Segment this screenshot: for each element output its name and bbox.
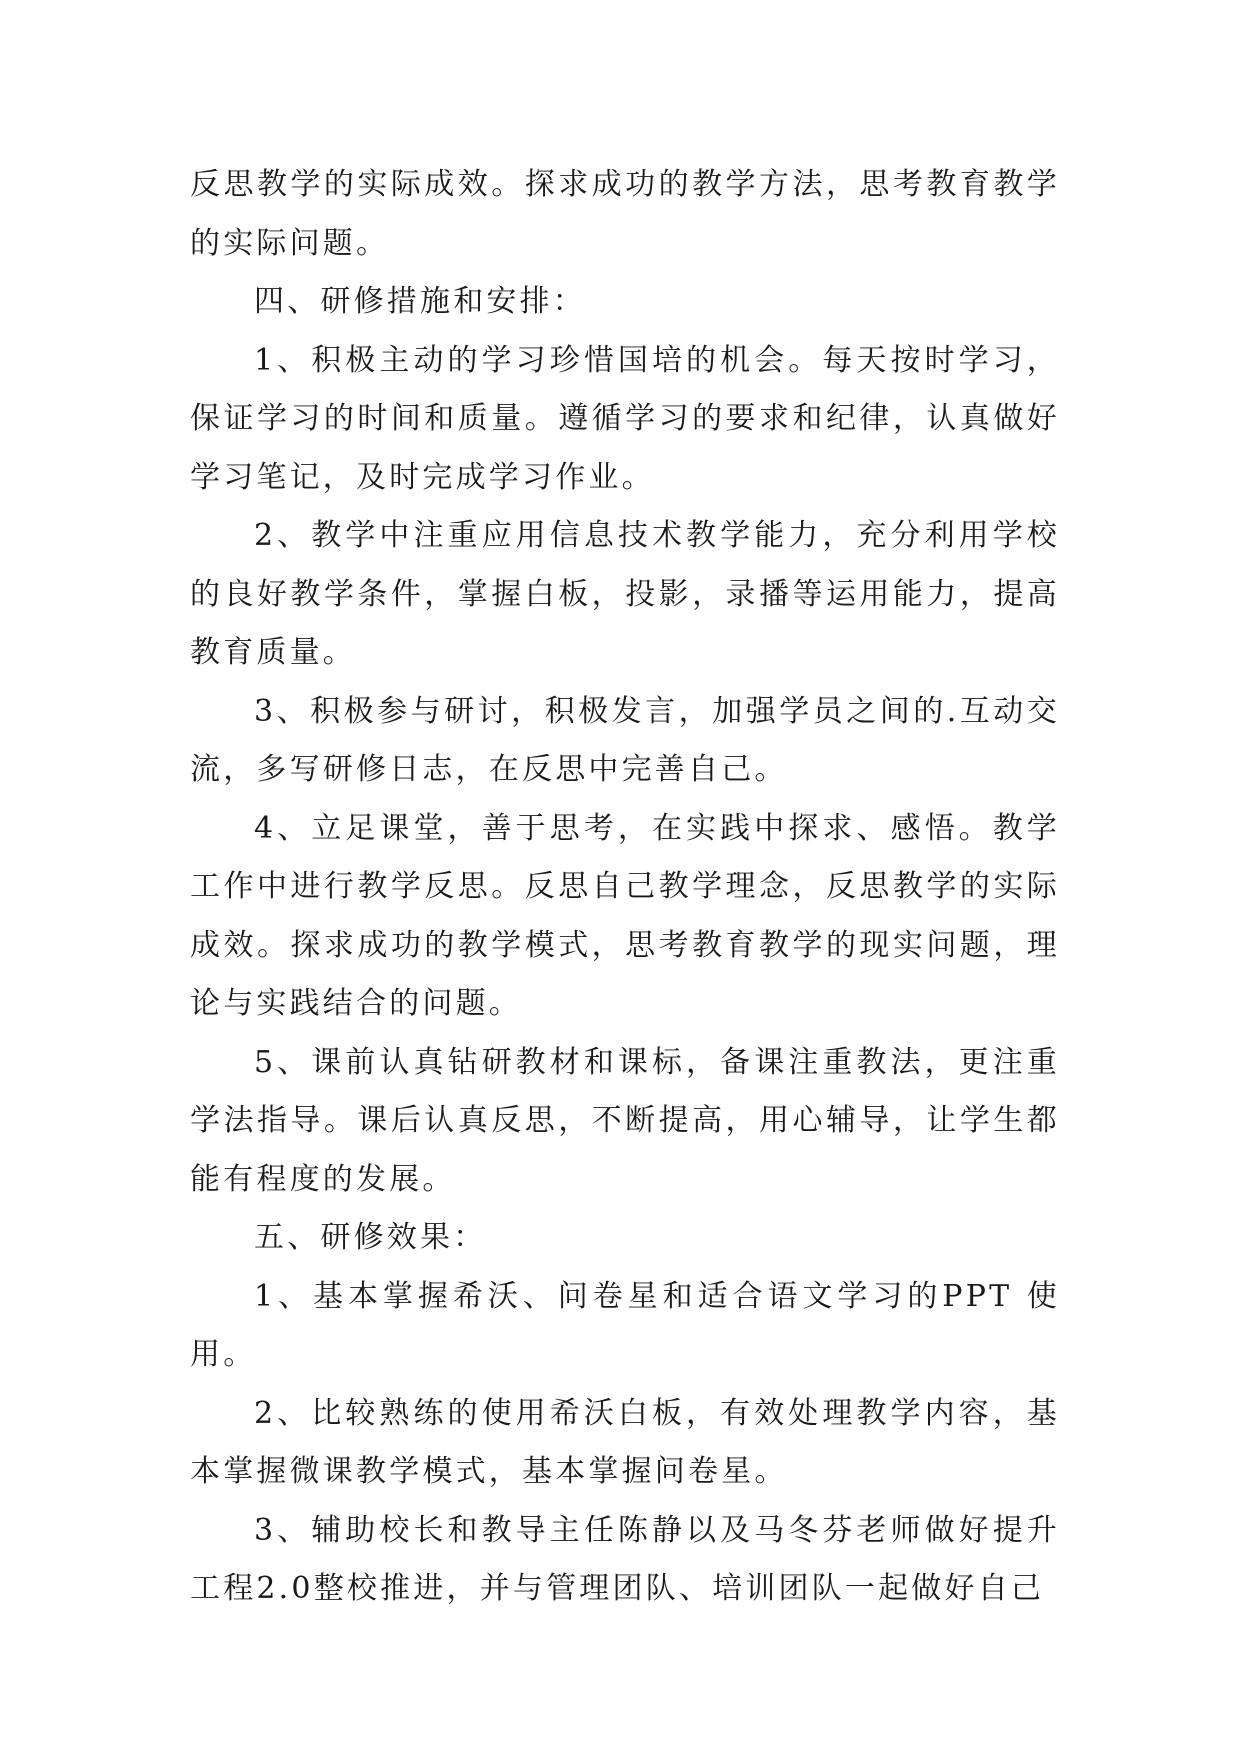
paragraph-measure-1: 1、积极主动的学习珍惜国培的机会。每天按时学习，保证学习的时间和质量。遵循学习的要求和纪律，认真做好学习笔记，及时完成学习作业。 (190, 342, 1060, 495)
paragraph-measure-3: 3、积极参与研讨，积极发言，加强学员之间的.互动交流，多写研修日志，在反思中完善自己。 (190, 693, 1060, 787)
paragraph-measure-4: 4、立足课堂，善于思考，在实践中探求、感悟。教学工作中进行教学反思。反思自己教学理念，反思教学的实际成效。探求成功的教学模式，思考教育教学的现实问题，理论与实践结合的问题。 (190, 810, 1060, 1021)
paragraph-measure-2: 2、教学中注重应用信息技术教学能力，充分利用学校的良好教学条件，掌握白板，投影，录播等运用能力，提高教育质量。 (190, 518, 1060, 670)
paragraph-continuation: 反思教学的实际成效。探求成功的教学方法，思考教育教学的实际问题。 (190, 167, 1060, 261)
paragraph-result-2: 2、比较熟练的使用希沃白板，有效处理教学内容，基本掌握微课教学模式，基本掌握问卷星。 (190, 1395, 1060, 1489)
paragraph-result-1: 1、基本掌握希沃、问卷星和适合语文学习的PPT 使用。 (190, 1278, 1060, 1372)
document-body (190, 156, 1060, 1619)
section-heading-measures: 四、研修措施和安排： (254, 284, 586, 319)
paragraph-result-3: 3、辅助校长和教导主任陈静以及马冬芬老师做好提升工程2.0整校推进，并与管理团队、培训团队一起做好自己 (190, 1512, 1060, 1606)
paragraph-measure-5: 5、课前认真钻研教材和课标，备课注重教法，更注重学法指导。课后认真反思，不断提高，用心辅导，让学生都能有程度的发展。 (190, 1044, 1060, 1197)
section-heading-results: 五、研修效果： (254, 1220, 487, 1255)
